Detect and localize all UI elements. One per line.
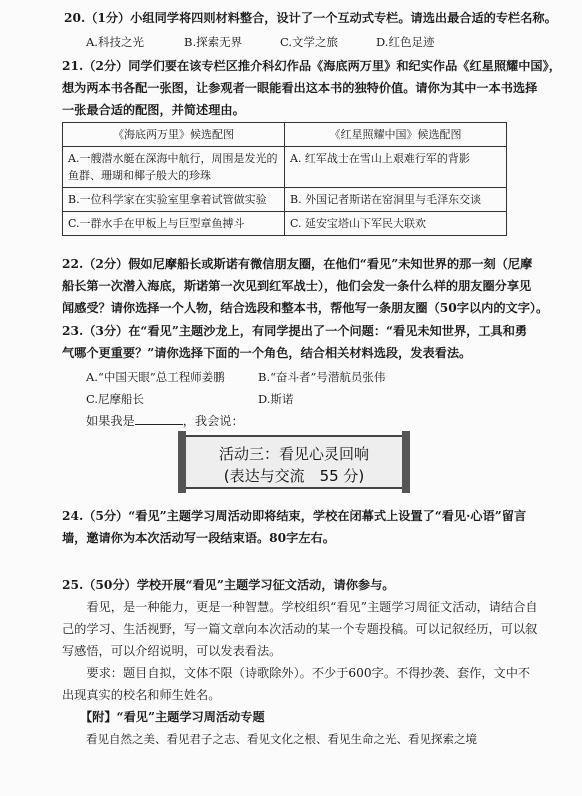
banner-title: 活动三：看见心灵回响 <box>218 445 369 463</box>
table-cell: A.一艘潜水艇在深海中航行，周围是发光的鱼群、珊瑚和椰子般大的珍珠 <box>63 147 285 188</box>
q22-stem-line3: 闻感受？请你选择一个人物，结合选段和整本书，帮他写一条朋友圈（50字以内的文字）。 <box>62 301 549 315</box>
q23-fill-line <box>86 412 244 429</box>
q21-stem-line1: 21.（2分）同学们要在该专栏区推介科幻作品《海底两万里》和纪实作品《红星照耀中国》， <box>62 59 561 73</box>
q24-stem-line1: 24.（5分）“看见”主题学习周活动即将结束，学校在闭幕式上设置了“看见·心语”留言 <box>62 509 527 523</box>
q25-title: 25.（50分）学校开展“看见”主题学习征文活动，请你参与。 <box>62 578 395 592</box>
q25-paragraph-1: 看见，是一种能力，更是一种智慧。学校组织“看见”主题学习周征文活动，请结合自己的学习、生活视野，写一篇文章向本次活动的某一个专题投稿。可以记叙经历，可以叙写感悟，可以介绍说明，可以发表看法。 <box>62 600 538 658</box>
q23-option-b: B.“奋斗者”号潜航员张伟 <box>258 370 386 384</box>
q23-option-a: A.“中国天眼”总工程师姜鹏 <box>86 370 225 384</box>
table-row <box>63 212 507 236</box>
banner-panel <box>186 435 402 489</box>
table-header-cell: 《海底两万里》候选配图 <box>63 123 285 147</box>
q23-fill-suffix: ，我会说： <box>182 414 244 428</box>
q23-stem-line2: 气哪个更重要？”请你选择下面的一个角色，结合相关材料选段，发表看法。 <box>62 346 472 360</box>
banner-subtitle: (表达与交流 55 分) <box>223 467 365 485</box>
banner-left-post <box>178 431 186 493</box>
q24-stem-line2: 墙，邀请你为本次活动写一段结束语。80字左右。 <box>62 531 335 545</box>
table-row <box>63 147 507 188</box>
q22-stem-line1: 22.（2分）假如尼摩船长或斯诺有微信朋友圈，在他们“看见”未知世界的那一刻（尼摩 <box>62 257 533 271</box>
q22-stem-line2: 船长第一次潜入海底，斯诺第一次见到红军战士），他们会发一条什么样的朋友圈分享见 <box>62 279 532 293</box>
table-cell: C.一群水手在甲板上与巨型章鱼搏斗 <box>63 212 285 236</box>
q25-topic-list: 看见自然之美、看见君子之志、看见文化之根、看见生命之光、看见探索之境 <box>86 732 477 746</box>
q21-stem-line2: 想为两本书各配一张图，让参观者一眼能看出这本书的独特价值。请你为其中一本书选择 <box>62 81 538 95</box>
q21-stem-line3: 一张最合适的配图，并简述理由。 <box>62 103 245 117</box>
table-cell: A. 红军战士在雪山上艰难行军的背影 <box>285 147 507 188</box>
table-row <box>63 188 507 212</box>
q20-option-b: B.探索无界 <box>184 35 243 49</box>
q23-option-d: D.斯诺 <box>258 392 294 406</box>
q20-stem: 20.（1分）小组同学将四则材料整合，设计了一个互动式专栏。请选出最合适的专栏名称。 <box>64 11 557 25</box>
candidate-image-table <box>62 122 507 236</box>
table-header-row <box>63 123 507 147</box>
activity-three-banner <box>178 431 410 493</box>
banner-right-post <box>402 431 410 493</box>
q20-option-d: D.红色足迹 <box>376 35 435 49</box>
table-header-cell: 《红星照耀中国》候选配图 <box>285 123 507 147</box>
q23-option-c: C.尼摩船长 <box>86 392 145 406</box>
q23-stem-line1: 23.（3分）在“看见”主题沙龙上，有同学提出了一个问题：“看见未知世界，工具和勇 <box>62 324 528 338</box>
table-cell: B.一位科学家在实验室里拿着试管做实验 <box>63 188 285 212</box>
q23-fill-prefix: 如果我是 <box>86 414 135 428</box>
q23-answer-blank[interactable] <box>135 414 183 425</box>
q20-option-c: C.文学之旅 <box>280 35 339 49</box>
q20-option-a: A.科技之光 <box>86 35 144 49</box>
q25-appendix-title: 【附】“看见”主题学习周活动专题 <box>80 710 265 724</box>
table-cell: B. 外国记者斯诺在窑洞里与毛泽东交谈 <box>285 188 507 212</box>
table-cell: C. 延安宝塔山下军民大联欢 <box>285 212 507 236</box>
q25-paragraph-2: 要求：题目自拟，文体不限（诗歌除外）。不少于600字。不得抄袭、套作，文中不出现真实的校名和师生姓名。 <box>62 666 531 702</box>
